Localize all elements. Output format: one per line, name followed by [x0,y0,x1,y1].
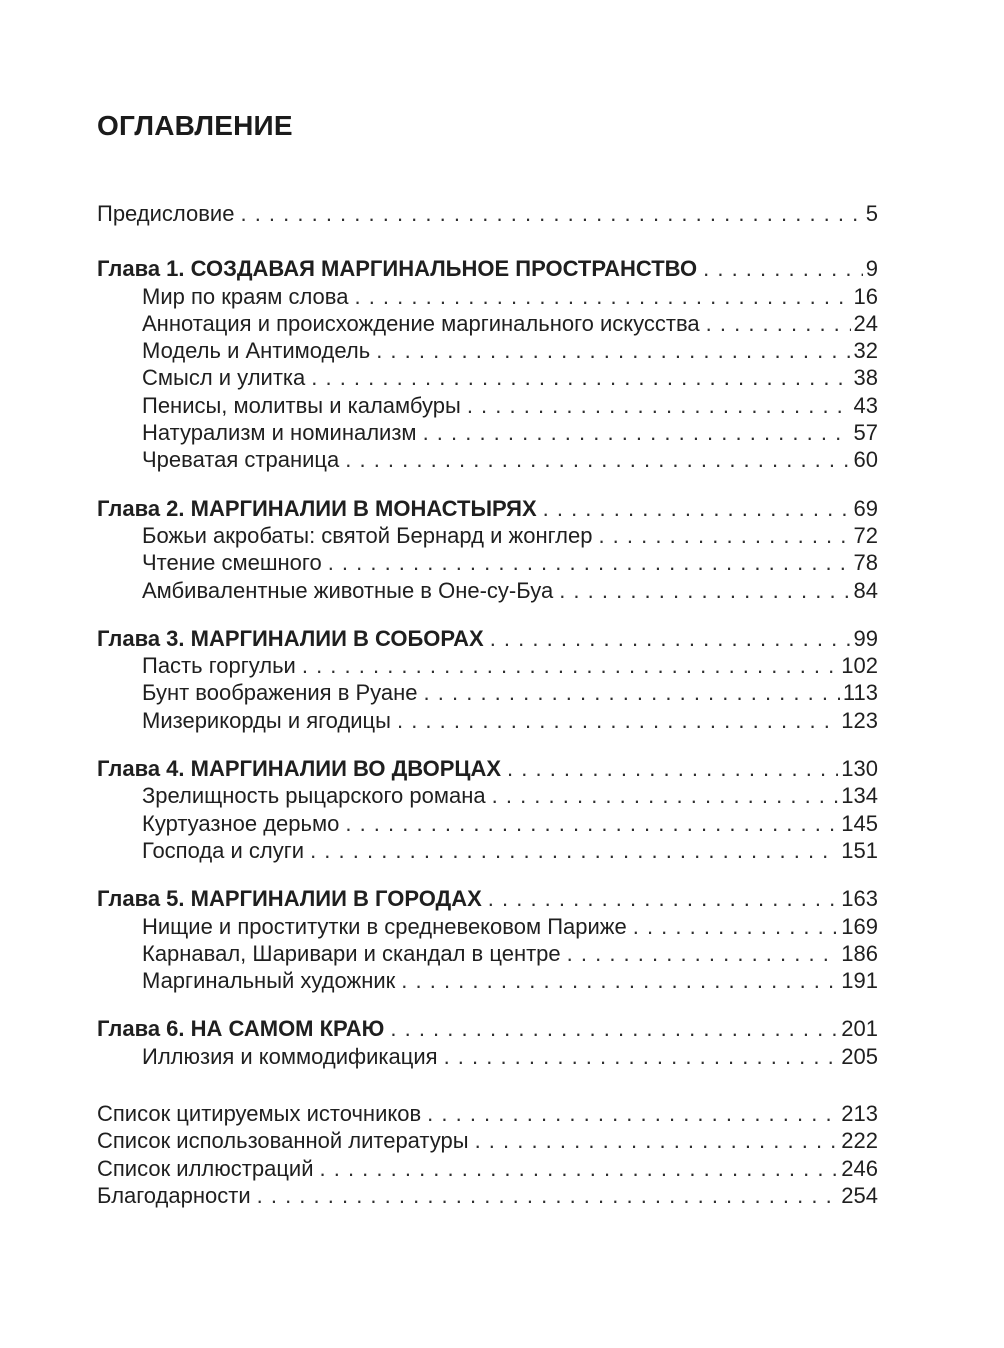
dot-leader [320,1155,839,1182]
toc-entry-label: Нищие и проститутки в средневековом Париже [142,913,627,939]
toc-entry-label: Бунт воображения в Руане [142,680,418,706]
toc-entry-page: 201 [841,1016,878,1042]
toc-chapter-row [97,255,878,282]
toc-row [97,913,878,940]
toc-entry-page: 191 [841,968,878,994]
toc-entry-label: Амбивалентные животные в Оне-су-Буа [142,577,554,603]
toc-entry-page: 130 [841,756,878,782]
toc-entry-page: 123 [841,707,878,733]
dot-leader [467,392,851,419]
toc-row [97,310,878,337]
toc-entry-label: Пасть горгульи [142,653,296,679]
dot-leader [559,577,850,604]
toc-row [97,1182,878,1209]
toc-row [97,283,878,310]
dot-leader [345,810,838,837]
toc-entry-label: Глава 2. МАРГИНАЛИИ В МОНАСТЫРЯХ [97,495,537,521]
dot-leader [401,967,838,994]
dot-leader [543,495,851,522]
toc-entry-page: 213 [841,1101,878,1127]
dot-leader [706,310,851,337]
toc-entry-page: 16 [853,283,878,309]
toc-entry-page: 222 [841,1128,878,1154]
toc-section-chapter-1 [97,255,878,473]
toc-entry-label: Предисловие [97,201,235,226]
toc-entry-page: 78 [853,550,878,576]
dot-leader [492,782,839,809]
toc-chapter-row [97,495,878,522]
toc-entry-page: 84 [853,577,878,603]
dot-leader [345,446,850,473]
toc-row [97,337,878,364]
dot-leader [427,1100,838,1127]
toc-row [97,707,878,734]
toc-entry-page: 163 [841,886,878,912]
toc-section-chapter-4 [97,755,878,864]
toc-entry-label: Пенисы, молитвы и каламбуры [142,392,461,418]
dot-leader [507,755,838,782]
toc-row [97,1100,878,1127]
dot-leader [390,1015,838,1042]
dot-leader [240,200,862,227]
toc-entry-page: 151 [841,837,878,863]
toc-entry-page: 9 [865,256,878,282]
dot-leader [444,1043,839,1070]
toc-row [97,679,878,706]
toc-chapter-row [97,1015,878,1042]
dot-leader [257,1182,839,1209]
toc-entry-page: 102 [841,653,878,679]
dot-leader [598,522,850,549]
toc-entry-label: Зрелищность рыцарского романа [142,783,486,809]
toc-row [97,1155,878,1182]
toc-entry-page: 72 [853,522,878,548]
toc-entry-page: 186 [841,940,878,966]
page-title: ОГЛАВЛЕНИЕ [97,110,293,141]
toc-entry-label: Чтение смешного [142,550,322,576]
toc-section-chapter-2 [97,495,878,604]
toc-entry-label: Модель и Антимодель [142,338,371,364]
toc-entry-label: Смысл и улитка [142,365,306,391]
dot-leader [475,1127,839,1154]
toc-entry-label: Иллюзия и коммодификация [142,1043,438,1069]
toc-row [97,652,878,679]
toc-entry-label: Список цитируемых источников [97,1101,422,1127]
toc-entry-page: 99 [853,625,878,651]
dot-leader [703,255,863,282]
toc-entry-label: Карнавал, Шаривари и скандал в центре [142,940,561,966]
dot-leader [311,364,850,391]
toc-row [97,967,878,994]
toc-entry-label: Глава 4. МАРГИНАЛИИ ВО ДВОРЦАХ [97,756,502,782]
toc-entry-page: 60 [853,447,878,473]
toc-row [97,522,878,549]
toc-row [97,419,878,446]
dot-leader [376,337,850,364]
toc-entry-page: 32 [853,338,878,364]
toc-entry-label: Благодарности [97,1182,251,1208]
dot-leader [633,913,839,940]
toc-entry-page: 205 [841,1043,878,1069]
dot-leader [424,679,840,706]
toc-entry-page: 69 [853,495,878,521]
toc-entry-page: 113 [842,680,878,706]
toc-entry-label: Глава 1. СОЗДАВАЯ МАРГИНАЛЬНОЕ ПРОСТРАНСТВО [97,256,698,282]
toc-section-chapter-5 [97,885,878,994]
toc-list [97,200,878,1209]
toc-entry-page: 57 [853,420,878,446]
dot-leader [490,625,851,652]
toc-entry-page: 38 [853,365,878,391]
toc-row [97,782,878,809]
toc-entry-label: Глава 6. НА САМОМ КРАЮ [97,1016,385,1042]
toc-section-preface [97,200,878,227]
toc-entry-label: Аннотация и происхождение маргинального искусства [142,310,700,336]
toc-entry-page: 169 [841,913,878,939]
toc-entry-label: Натурализм и номинализм [142,420,417,446]
toc-entry-page: 43 [853,392,878,418]
toc-row [97,392,878,419]
toc-entry-page: 246 [841,1155,878,1181]
toc-chapter-row [97,755,878,782]
dot-leader [302,652,838,679]
toc-entry-label: Маргинальный художник [142,968,396,994]
toc-entry-label: Мизерикорды и ягодицы [142,707,391,733]
dot-leader [423,419,851,446]
toc-row [97,364,878,391]
toc-row [97,837,878,864]
toc-entry-page: 24 [853,310,878,336]
toc-row [97,577,878,604]
toc-entry-page: 254 [841,1182,878,1208]
toc-row [97,1127,878,1154]
toc-entry-label: Куртуазное дерьмо [142,810,340,836]
dot-leader [488,885,839,912]
toc-entry-label: Господа и слуги [142,837,305,863]
toc-row [97,549,878,576]
toc-entry-label: Список использованной литературы [97,1128,469,1154]
dot-leader [397,707,838,734]
toc-row [97,1043,878,1070]
toc-entry-page: 134 [841,783,878,809]
toc-entry-label: Божьи акробаты: святой Бернард и жонглер [142,522,593,548]
toc-row [97,200,878,227]
toc-entry-label: Список иллюстраций [97,1155,314,1181]
toc-entry-page: 5 [865,201,878,226]
toc-section-chapter-3 [97,625,878,734]
toc-entry-page: 145 [841,810,878,836]
toc-chapter-row [97,885,878,912]
toc-chapter-row [97,625,878,652]
dot-leader [567,940,839,967]
toc-row [97,810,878,837]
toc-entry-label: Чреватая страница [142,447,340,473]
toc-row [97,446,878,473]
toc-entry-label: Глава 3. МАРГИНАЛИИ В СОБОРАХ [97,625,484,651]
toc-entry-label: Мир по краям слова [142,283,349,309]
dot-leader [328,549,851,576]
toc-section-backmatter [97,1100,878,1209]
dot-leader [310,837,838,864]
toc-row [97,940,878,967]
toc-entry-label: Глава 5. МАРГИНАЛИИ В ГОРОДАХ [97,886,482,912]
dot-leader [354,283,850,310]
toc-section-chapter-6 [97,1015,878,1070]
